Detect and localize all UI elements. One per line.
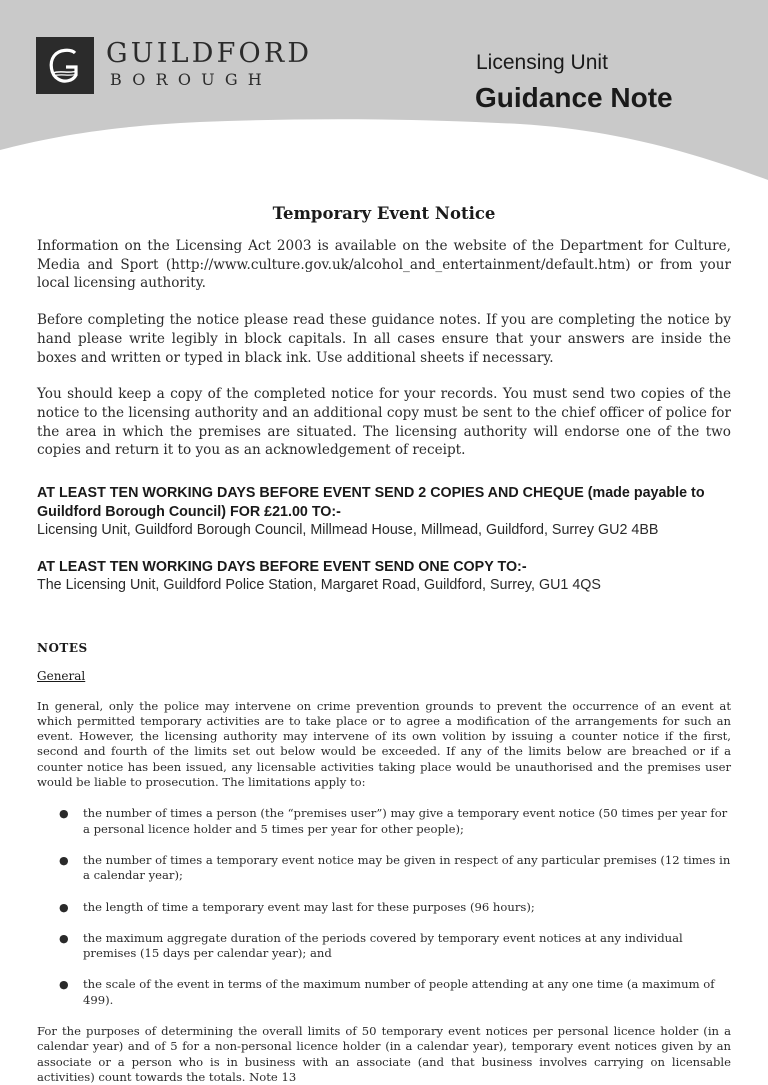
guildford-logo <box>36 37 94 94</box>
notes-intro: In general, only the police may intervene on crime prevention grounds to prevent the occurrence of an event at which permitted temporary activities are to take place or to agree a modification of the arrangements for such an event. However, the licensing authority may intervene of its own volition by issuing a counter notice if the first, second and fourth of the limits set out below would be exceeded. If any of the limits below are breached or if a counter notice has been issued, any licensable activities taking place would be unauthorised and the premises user would be liable to prosecution. The limitations apply to: <box>37 698 731 790</box>
document-type: Guidance Note <box>475 82 673 113</box>
list-item <box>37 931 731 962</box>
brand-name: GUILDFORD <box>106 38 313 69</box>
brand-subtitle: BOROUGH <box>110 70 272 89</box>
list-item-text: the maximum aggregate duration of the periods covered by temporary event notices at any individual premises (15 days per calendar year); and <box>83 930 683 961</box>
bullet-icon: ● <box>59 853 69 867</box>
g-crest-icon <box>43 44 87 88</box>
notes-subtitle: General <box>37 668 86 683</box>
send-police-address: The Licensing Unit, Guildford Police Station, Margaret Road, Guildford, Surrey, GU1 4QS <box>37 577 601 594</box>
list-item <box>37 900 731 915</box>
bullet-icon: ● <box>59 807 69 821</box>
list-item <box>37 853 731 884</box>
notes-title: NOTES <box>37 640 88 655</box>
document-title: Temporary Event Notice <box>272 204 496 223</box>
send-police-block <box>37 558 731 595</box>
list-item <box>37 806 731 837</box>
bullet-icon: ● <box>59 900 69 914</box>
bullet-icon: ● <box>59 978 69 992</box>
limitations-list <box>37 806 731 1008</box>
list-item-text: the number of times a temporary event notice may be given in respect of any particular premises (12 times in a calendar year); <box>83 852 731 883</box>
send-police-heading: AT LEAST TEN WORKING DAYS BEFORE EVENT SEND ONE COPY TO:- <box>37 558 527 575</box>
send-council-heading: AT LEAST TEN WORKING DAYS BEFORE EVENT SEND 2 COPIES AND CHEQUE (made payable to Guildford Borough Council) FOR £21.00 TO:- <box>37 485 705 520</box>
list-item-text: the length of time a temporary event may last for these purposes (96 hours); <box>83 899 535 914</box>
unit-title: Licensing Unit <box>476 51 608 74</box>
send-council-address: Licensing Unit, Guildford Borough Council, Millmead House, Millmead, Guildford, Surrey GU2 4BB <box>37 522 659 539</box>
completion-paragraph: Before completing the notice please read these guidance notes. If you are completing the notice by hand please write legibly in block capitals. In all cases ensure that your answers are inside the boxes and written or typed in black ink. Use additional sheets if necessary. <box>37 312 731 366</box>
intro-paragraph: Information on the Licensing Act 2003 is available on the website of the Department for Culture, Media and Sport (http://www.culture.gov.uk/alcohol_and_entertainment/default.htm) or from your local licensing authority. <box>37 238 731 292</box>
list-item <box>37 977 731 1008</box>
document-body <box>37 200 731 1085</box>
list-item-text: the scale of the event in terms of the maximum number of people attending at any one time (a maximum of 499). <box>83 977 715 1007</box>
send-council-block <box>37 484 731 540</box>
list-item-text: the number of times a person (the “premises user”) may give a temporary event notice (50 times per year for a personal licence holder and 5 times per year for other people); <box>83 806 728 836</box>
bullet-icon: ● <box>59 931 69 945</box>
copies-paragraph: You should keep a copy of the completed notice for your records. You must send two copies of the notice to the licensing authority and an additional copy must be sent to the chief officer of police for the area in which the premises are situated. The licensing authority will endorse one of the two copies and return it to you as an acknowledgement of receipt. <box>37 386 731 459</box>
notes-closing: For the purposes of determining the overall limits of 50 temporary event notices per personal licence holder (in a calendar year) and of 5 for a non-personal licence holder (in a calendar year), temporary event notices given by an associate or a person who is in business with an associate (and that business involves carrying on licensable activities) count towards the totals. Note 13 <box>37 1023 731 1084</box>
